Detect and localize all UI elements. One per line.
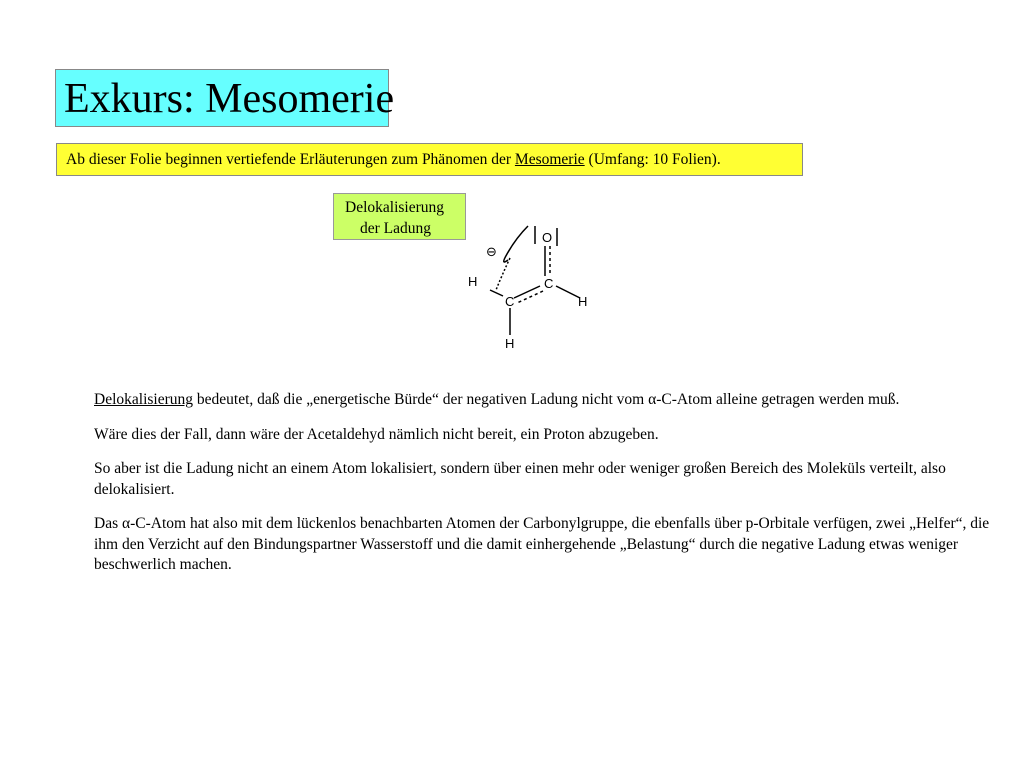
paragraph-1	[94, 390, 1004, 411]
atom-hydrogen-bottom: H	[505, 336, 515, 351]
delokalisierung-term: Delokalisierung	[94, 391, 194, 408]
delocalization-label	[333, 193, 466, 240]
paragraph-2: Wäre dies der Fall, dann wäre der Acetaldehyd nämlich nicht bereit, ein Proton abzugeben.	[94, 425, 659, 443]
enolate-structure-diagram	[460, 220, 600, 355]
atom-hydrogen-right: H	[578, 294, 588, 309]
atom-hydrogen-left: H	[468, 274, 478, 289]
bond-c-c-dashed	[517, 291, 543, 303]
electron-shift-arrow-top	[504, 226, 528, 262]
atom-carbon-alpha: C	[505, 294, 515, 309]
delocalization-label-line2: der Ladung	[360, 220, 432, 237]
paragraph-3: So aber ist die Ladung nicht an einem Atom lokalisiert, sondern über einen mehr oder weniger großen Bereich des Moleküls verteilt, also delokalisiert.	[94, 460, 946, 498]
mesomerie-link[interactable]: Mesomerie	[514, 151, 585, 168]
intro-note	[56, 143, 803, 176]
intro-text-after: (Umfang: 10 Folien).	[584, 151, 721, 168]
bond-c-h-right	[556, 286, 580, 298]
bond-c-h-left	[490, 290, 503, 296]
electron-shift-arrow-mid	[496, 258, 510, 290]
bond-c-c-solid	[514, 286, 540, 298]
atom-carbon-carbonyl: C	[544, 276, 554, 291]
paragraph-4: Das α-C-Atom hat also mit dem lückenlos benachbarten Atomen der Carbonylgruppe, die ebenfalls über p-Orbitale verfügen, zwei „Helfer“, die ihm den Verzicht auf den Bindungspartner Wasserstoff und die damit einhergehende „Belastung“ durch die negative Ladung etwas weniger beschwerlich machen.	[94, 515, 990, 573]
intro-text-before: Ab dieser Folie beginnen vertiefende Erläuterungen zum Phänomen der	[66, 151, 515, 168]
negative-charge-icon: ⊖	[486, 244, 497, 259]
slide-title-text: Exkurs: Mesomerie	[64, 76, 395, 122]
delocalization-label-line1: Delokalisierung	[345, 199, 445, 216]
paragraph-1-text: bedeutet, daß die „energetische Bürde“ der negativen Ladung nicht vom α-C-Atom alleine getragen werden muß.	[193, 391, 900, 408]
explanation-text	[94, 390, 1004, 590]
atom-oxygen: O	[542, 230, 553, 245]
slide-title	[55, 69, 395, 127]
